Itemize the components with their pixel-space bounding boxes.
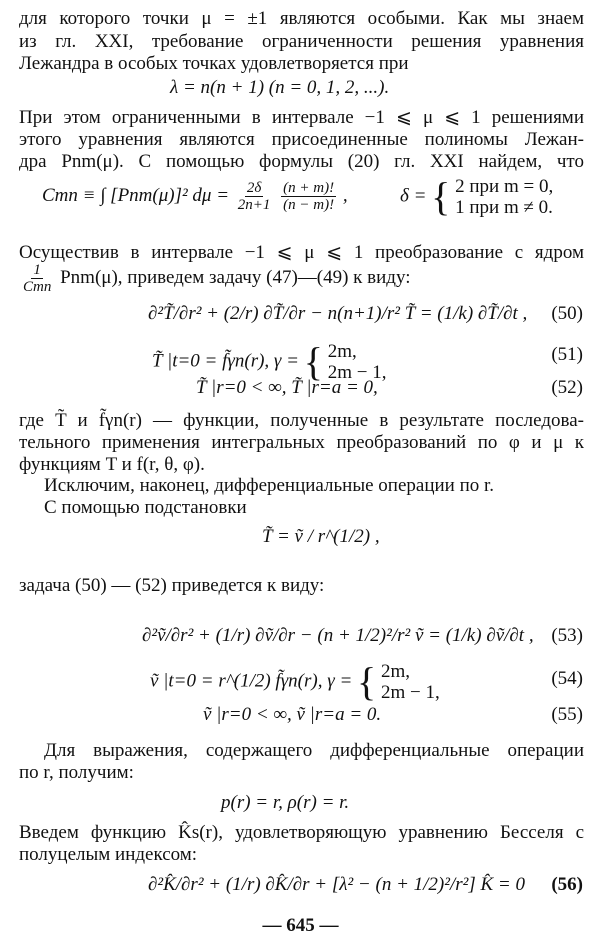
equation-lambda: λ = n(n + 1) (n = 0, 1, 2, ...).: [170, 77, 390, 98]
page-number: — 645 —: [262, 915, 339, 936]
text-line: дра Pnm(μ). С помощью формулы (20) гл. XXI найдем, что: [19, 151, 584, 172]
equation-56: ∂²K̂/∂r² + (1/r) ∂K̂/∂r + [λ² − (n + 1/2)²/r²] K̂ = 0: [148, 874, 525, 895]
text-line: задача (50) — (52) приведется к виду:: [19, 575, 325, 596]
text-line: Осуществив в интервале −1 ⩽ μ ⩽ 1 преобразование с ядром: [19, 242, 584, 263]
equation-p-rho: p(r) = r, ρ(r) = r.: [221, 792, 350, 813]
text-line: Лежандра в особых точках удовлетворяется при: [19, 53, 409, 74]
text-line: функциям T и f(r, θ, φ).: [19, 454, 205, 475]
text-line: Исключим, наконец, дифференциальные операции по r.: [44, 475, 495, 496]
equation-number: (55): [551, 704, 583, 725]
text-line: где T̃ и f̃γn(r) — функции, полученные в результате последова-: [19, 410, 584, 431]
text-line: $\frac{1}{\text{Cmn}}$ Pnm(μ), приведем задачу (47)—(49) к виду:: [23, 262, 411, 295]
text-line: Для выражения, содержащего дифференциальные операции: [44, 740, 584, 761]
equation-number: (54): [551, 668, 583, 689]
equation-55: ṽ |r=0 < ∞, ṽ |r=a = 0.: [203, 704, 382, 725]
equation-number: (52): [551, 377, 583, 398]
equation-number: (51): [551, 344, 583, 365]
equation-number: (50): [551, 303, 583, 324]
text-line: При этом ограниченными в интервале −1 ⩽ μ ⩽ 1 решениями: [19, 107, 584, 128]
text-line: полуцелым индексом:: [19, 844, 198, 865]
equation-51: T̃ |t=0 = f̃γn(r), γ = { 2m, 2m − 1,: [152, 339, 387, 384]
text-line: из гл. XXI, требование ограниченности решения уравнения: [19, 31, 584, 52]
equation-number: (56): [551, 874, 583, 895]
text-line: Введем функцию K̂s(r), удовлетворяющую уравнению Бесселя с: [19, 822, 584, 843]
equation-delta: δ = { 2 при m = 0, 1 при m ≠ 0.: [400, 174, 554, 219]
equation-53: ∂²ṽ/∂r² + (1/r) ∂ṽ/∂r − (n + 1/2)²/r² ṽ = (1/k) ∂ṽ/∂t ,: [142, 625, 534, 646]
equation-54: ṽ |t=0 = r^(1/2) f̃γn(r), γ = { 2m, 2m − 1,: [150, 659, 440, 704]
text-line: этого уравнения являются присоединенные полиномы Лежан-: [19, 129, 584, 150]
text-line: для которого точки μ = ±1 являются особыми. Как мы знаем: [19, 8, 584, 29]
equation-substitution: T̃ = ṽ / r^(1/2) ,: [262, 526, 380, 547]
text-line: по r, получим:: [19, 762, 134, 783]
equation-number: (53): [551, 625, 583, 646]
text-line: тельного применения интегральных преобразований по φ и μ к: [19, 432, 584, 453]
equation-50: ∂²T̃/∂r² + (2/r) ∂T̃/∂r − n(n+1)/r² T̃ = (1/k) ∂T̃/∂t ,: [148, 303, 528, 324]
text-line: С помощью подстановки: [44, 497, 247, 518]
equation-52: T̃ |r=0 < ∞, T̃ |r=a = 0,: [196, 377, 378, 398]
equation-cmn: Cmn ≡ ∫ [Pnm(μ)]² dμ = $\frac{2\delta}{2n+1}$ $\frac{(n + m)!}{(n - m)!}$ ,: [42, 180, 348, 213]
